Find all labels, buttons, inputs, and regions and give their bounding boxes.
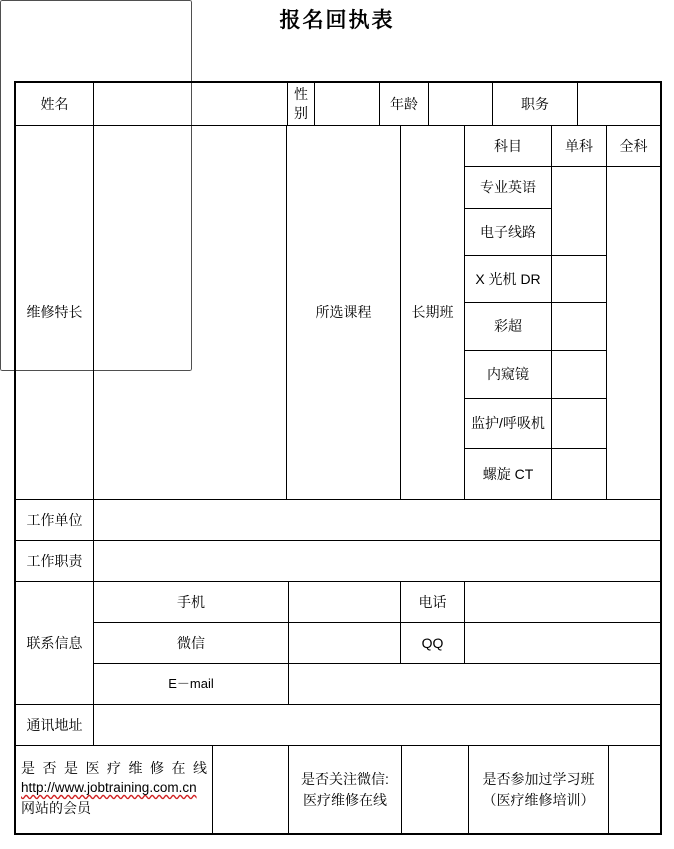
phone-field[interactable]	[468, 585, 661, 621]
subject-item: 电子线路	[480, 223, 536, 240]
phone-label: 电话	[418, 593, 447, 610]
mobile-field[interactable]	[292, 585, 401, 621]
work-unit-field[interactable]	[97, 503, 661, 539]
address-label: 通讯地址	[26, 716, 83, 733]
subject-item: 螺旋 CT	[482, 465, 534, 482]
subject-item: X 光机 DR	[475, 270, 541, 287]
courses-label: 所选课程	[315, 304, 372, 321]
wechat-field[interactable]	[292, 626, 401, 662]
membership-question-line: 是 否 是 医 疗 维 修 在 线	[21, 760, 207, 776]
website-link[interactable]: http://www.jobtraining.com.cn	[21, 780, 197, 795]
qq-field[interactable]	[468, 626, 661, 662]
name-label: 姓名	[40, 95, 69, 112]
membership-question	[21, 758, 207, 818]
long-class-label: 长期班	[411, 304, 454, 321]
subject-item: 监护/呼吸机	[471, 415, 545, 432]
qq-label: QQ	[421, 634, 444, 651]
attended-class-answer-field[interactable]	[612, 750, 661, 830]
work-unit-label: 工作单位	[26, 511, 83, 528]
form-title: 报名回执表	[279, 8, 395, 32]
contact-label: 联系信息	[26, 634, 83, 651]
follow-wechat-question: 是否关注微信: 医疗维修在线	[301, 770, 389, 808]
job-title-label: 工作职责	[26, 552, 83, 569]
gender-field[interactable]	[317, 86, 381, 124]
subject-item: 专业英语	[480, 179, 536, 196]
membership-suffix: 网站的会员	[21, 800, 91, 816]
wechat-label: 微信	[177, 634, 205, 651]
job-title-field[interactable]	[97, 544, 661, 580]
follow-wechat-answer-field[interactable]	[405, 750, 469, 830]
position-field[interactable]	[580, 86, 662, 124]
name-field[interactable]	[96, 86, 288, 124]
specialty-label: 维修特长	[26, 304, 83, 321]
full-course-header: 全科	[619, 137, 648, 154]
age-field[interactable]	[431, 86, 494, 124]
age-label: 年龄	[390, 95, 418, 112]
single-subject-header: 单科	[565, 137, 593, 154]
gender-label: 性 别	[294, 86, 308, 121]
email-field[interactable]	[292, 667, 661, 703]
email-label: E－mail	[168, 676, 214, 692]
subject-header: 科目	[494, 137, 522, 154]
membership-answer-field[interactable]	[216, 750, 288, 830]
position-label: 职务	[521, 95, 549, 112]
subject-item: 彩超	[494, 318, 522, 335]
attended-class-question: 是否参加过学习班 （医疗维修培训）	[482, 770, 595, 808]
address-field[interactable]	[97, 708, 661, 744]
subject-item: 内窥镜	[487, 366, 529, 383]
mobile-label: 手机	[177, 593, 205, 610]
